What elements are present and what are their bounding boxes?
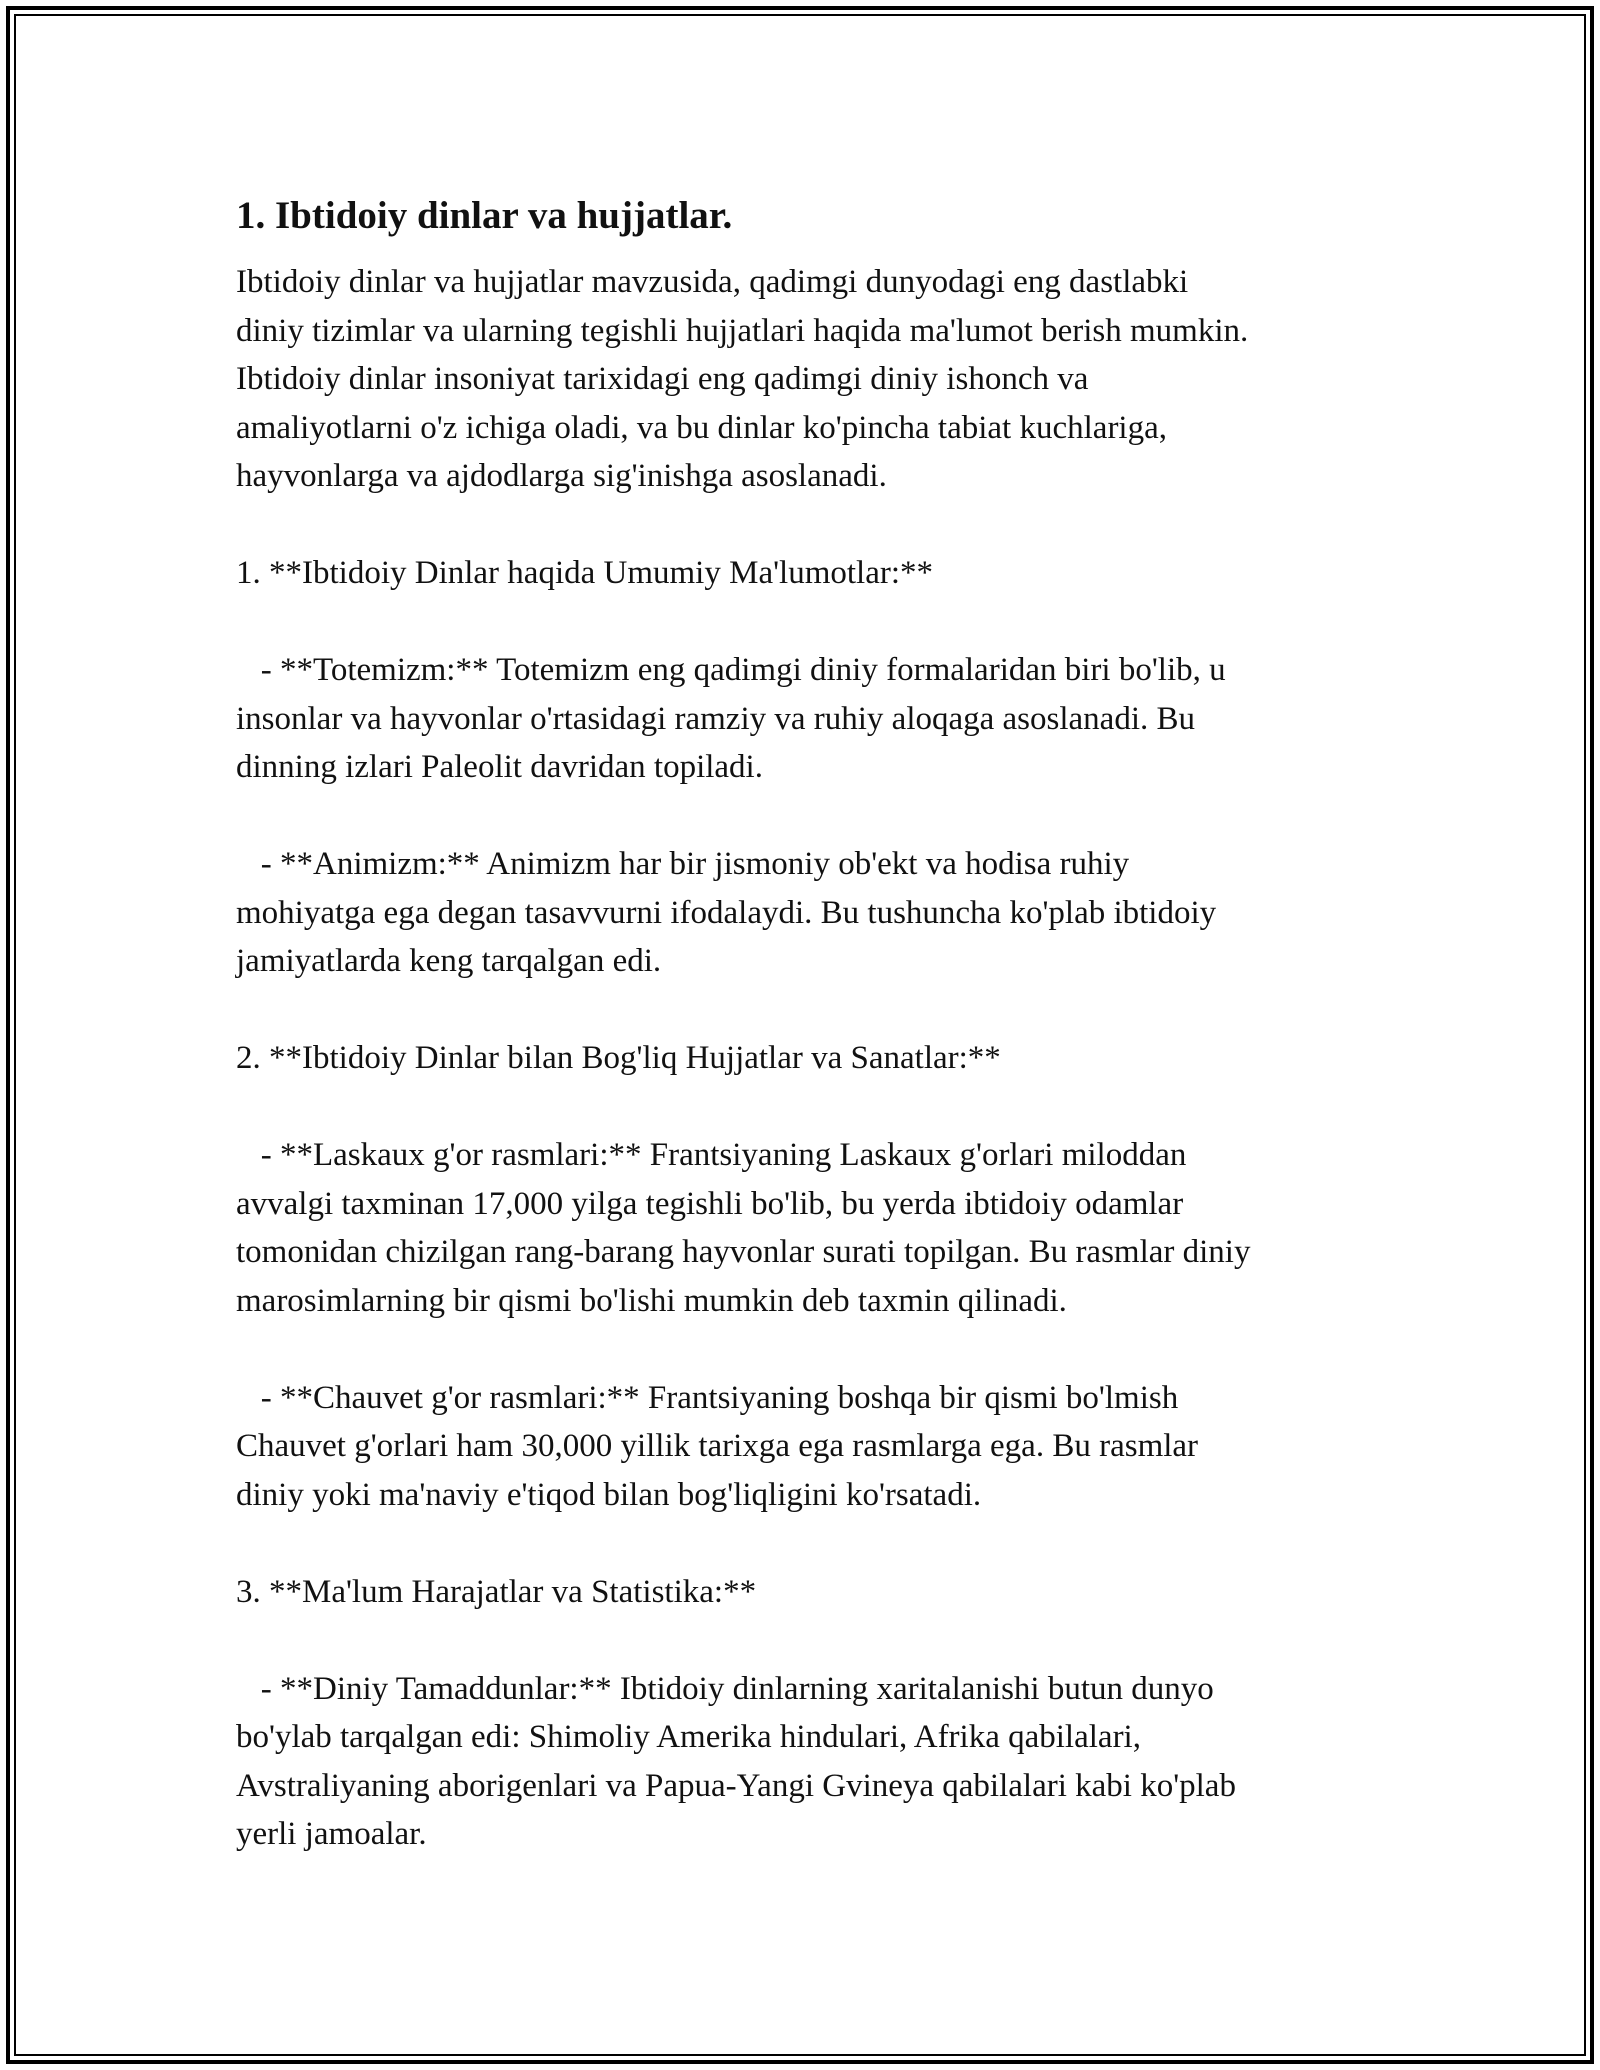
section-heading-statistics: 3. **Ma'lum Harajatlar va Statistika:**: [236, 1573, 757, 1610]
section-heading-general-info: 1. **Ibtidoiy Dinlar haqida Umumiy Ma'lumotlar:**: [236, 555, 934, 591]
list-item-laskaux: - **Laskaux g'or rasmlari:** Frantsiyaning Laskaux g'orlari miloddan avvalgi taxminan 17,000 yilga tegishli bo'lib, bu yerda ibtidoiy odamlar tomonidan chizilgan rang-barang hayvonlar surati topilgan. Bu rasmlar diniy marosimlarning bir qismi bo'lishi mumkin deb taxmin qilinadi.: [236, 1137, 1251, 1319]
list-item-chauvet: - **Chauvet g'or rasmlari:** Frantsiyaning boshqa bir qismi bo'lmish Chauvet g'orlari ham 30,000 yillik tarixga ega rasmlarga ega. Bu rasmlar diniy yoki ma'naviy e'tiqod bilan bog'liqligini ko'rsatadi.: [236, 1379, 1199, 1513]
intro-paragraph: Ibtidoiy dinlar va hujjatlar mavzusida, qadimgi dunyodagi eng dastlabki diniy tizimlar va ularning tegishli hujjatlari haqida ma'lumot berish mumkin. Ibtidoiy dinlar insoniyat tarixidagi eng qadimgi diniy ishonch va amaliyotlarni o'z ichiga oladi, va bu dinlar ko'pincha tabiat kuchlariga, hayvonlarga va ajdodlarga sig'inishga asoslanadi.: [236, 264, 1249, 494]
list-item-diniy-tamaddunlar: - **Diniy Tamaddunlar:** Ibtidoiy dinlarning xaritalanishi butun dunyo bo'ylab tarqalgan edi: Shimoliy Amerika hindulari, Afrika qabilalari, Avstraliyaning aborigenlari va Papua-Yangi Gvineya qabilalari kabi ko'plab yerli jamoalar.: [236, 1670, 1236, 1852]
document-body: [236, 188, 1386, 1907]
section-heading-documents-arts: 2. **Ibtidoiy Dinlar bilan Bog'liq Hujjatlar va Sanatlar:**: [236, 1040, 1001, 1076]
document-title: 1. Ibtidoiy dinlar va hujjatlar.: [236, 194, 733, 237]
list-item-animizm: - **Animizm:** Animizm har bir jismoniy ob'ekt va hodisa ruhiy mohiyatga ega degan tasavvurni ifodalaydi. Bu tushuncha ko'plab ibtidoiy jamiyatlarda keng tarqalgan edi.: [236, 846, 1217, 979]
list-item-totemizm: - **Totemizm:** Totemizm eng qadimgi diniy formalaridan biri bo'lib, u insonlar va hayvonlar o'rtasidagi ramziy va ruhiy aloqaga asoslanadi. Bu dinning izlari Paleolit davridan topiladi.: [236, 652, 1226, 785]
